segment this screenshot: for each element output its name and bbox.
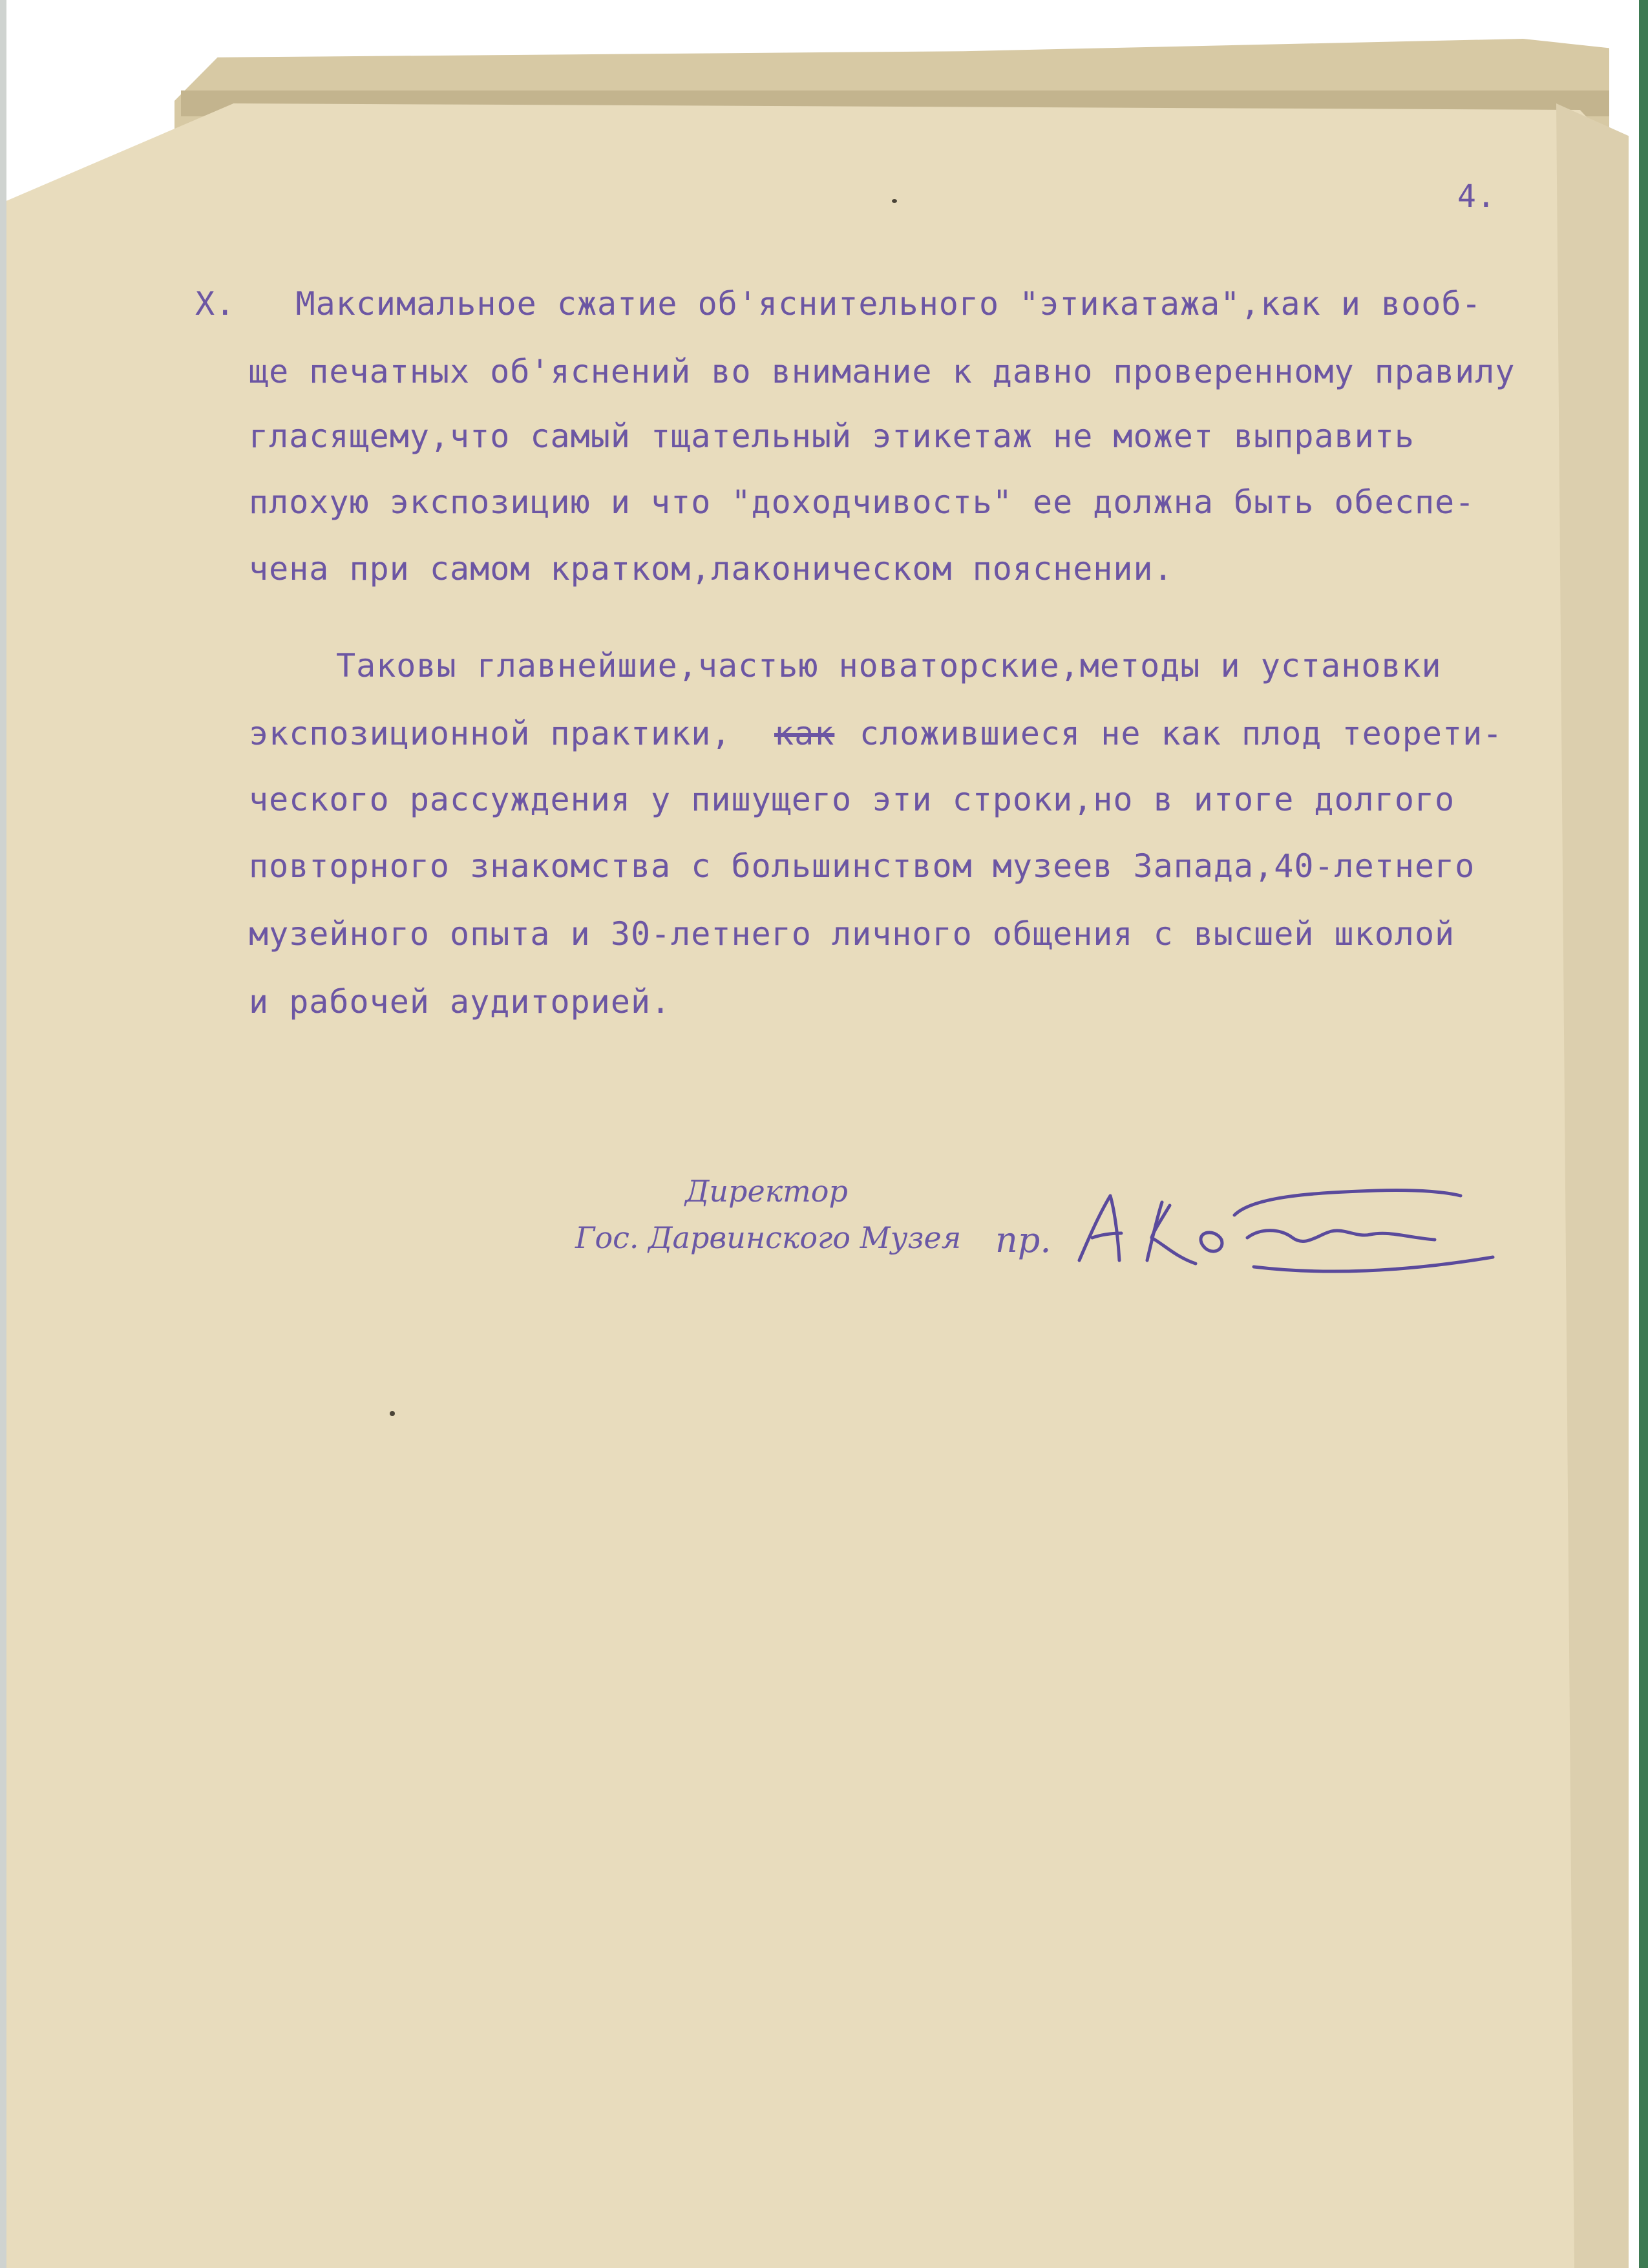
summary-line-4: повторного знакомства с большинством музеев Запада,40-летнего <box>249 847 1475 885</box>
summary-line-5: музейного опыта и 30-летнего личного общения с высшей школой <box>249 915 1455 953</box>
summary-line-6: и рабочей аудиторией. <box>249 983 671 1021</box>
paragraph-x-line-1: X. Максимальное сжатие об'яснительного "этикатажа",как и вооб- <box>195 285 1482 323</box>
summary-line-2b: сложившиеся не как плод теорети- <box>860 715 1503 752</box>
paper-speck <box>390 1411 395 1416</box>
summary-line-2a: экспозиционной практики, <box>249 715 732 752</box>
struck-out-word: как <box>774 715 835 752</box>
page-number: 4. <box>1457 178 1496 215</box>
signature-title-museum: Гос. Дарвинского Музея <box>575 1220 962 1255</box>
paragraph-x-line-5: чена при самом кратком,лаконическом пояснении. <box>249 550 1174 588</box>
signature-title-director: Директор <box>685 1174 848 1209</box>
paragraph-x-line-3: гласящему,что самый тщательный этикетаж не может выправить <box>249 418 1415 455</box>
summary-line-1: Таковы главнейшие,частью новаторские,методы и установки <box>336 647 1442 684</box>
paper-speck <box>892 199 897 203</box>
paragraph-x-line-4: плохую экспозицию и что "доходчивость" ее должна быть обеспе- <box>249 483 1475 521</box>
signature-prefix: пр. <box>995 1220 1051 1260</box>
summary-line-3: ческого рассуждения у пишущего эти строки,но в итоге долгого <box>249 781 1455 818</box>
paragraph-x-line-2: ще печатных об'яснений во внимание к давно проверенному правилу <box>249 353 1516 390</box>
handwritten-signature <box>982 1176 1512 1299</box>
